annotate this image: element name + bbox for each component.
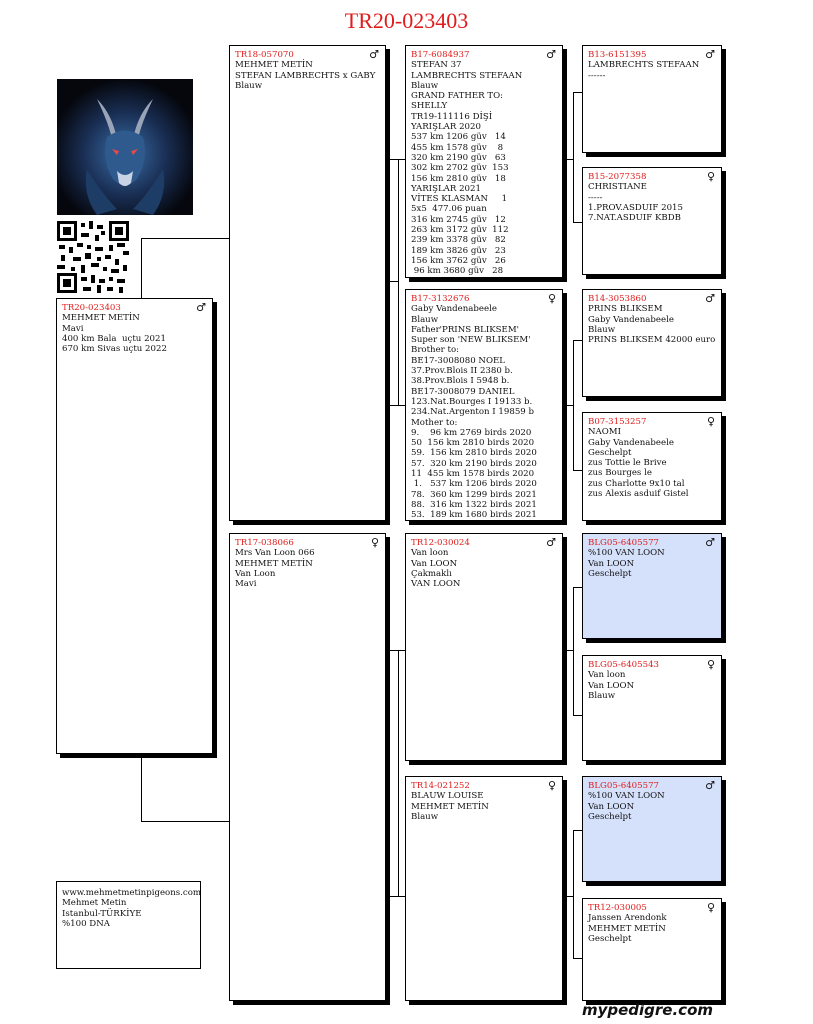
detail-line: LAMBRECHTS STEFAAN	[588, 60, 700, 71]
detail-line: 239 km 3378 güv 82	[411, 235, 506, 246]
page-title: TR20-023403	[344, 8, 469, 33]
detail-line: zus Bourges le	[588, 468, 652, 479]
detail-line: 400 km Bala uçtu 2021	[62, 333, 166, 344]
detail-line: MEHMET METİN	[411, 801, 489, 812]
detail-line: zus Tottie le Brive	[588, 458, 667, 469]
ddd-card[interactable]	[582, 898, 722, 1001]
female-icon: ♀	[706, 415, 715, 428]
connector-line	[398, 281, 399, 405]
card-details	[411, 304, 557, 520]
detail-line: BLAUW LOUISE	[411, 791, 484, 802]
connector-line	[573, 587, 574, 715]
detail-line: Mavi	[62, 323, 84, 334]
detail-line: 156 km 3762 güv 26	[411, 255, 506, 266]
connector-line	[141, 754, 142, 821]
detail-line: 320 km 2190 güv 63	[411, 152, 506, 163]
detail-line: TR19-111116 DİŞİ	[411, 111, 493, 122]
ring-number: BLG05-6405577	[588, 781, 659, 791]
detail-line: Van Loon	[235, 568, 276, 579]
ring-number: B14-3053860	[588, 294, 647, 304]
connector-line	[141, 238, 230, 239]
male-icon: ♂	[705, 292, 715, 305]
detail-line: Gaby Vandenabeele	[411, 304, 497, 315]
detail-line: NAOMI	[588, 427, 621, 438]
card-details	[411, 548, 557, 589]
connector-line	[398, 159, 399, 281]
detail-line: 123.Nat.Bourges I 19133 b.	[411, 396, 533, 407]
dragon-art-icon	[57, 79, 193, 215]
detail-line: 302 km 2702 güv 153	[411, 163, 509, 174]
connector-line	[565, 405, 574, 406]
detail-line: Van LOON	[588, 680, 635, 691]
detail-line: Çakmaklı	[411, 568, 452, 579]
sss-card[interactable]	[582, 45, 722, 153]
detail-line: 38.Prov.Blois I 5948 b.	[411, 376, 510, 387]
female-icon: ♀	[706, 901, 715, 914]
detail-line: 1.PROV.ASDUIF 2015	[588, 202, 683, 213]
detail-line: Mrs Van Loon 066	[235, 548, 315, 559]
female-icon: ♀	[370, 536, 379, 549]
connector-line	[388, 405, 405, 406]
ring-number: BLG05-6405543	[588, 660, 659, 670]
ring-number: B15-2077358	[588, 172, 647, 182]
dsd-card[interactable]	[582, 655, 722, 761]
card-details	[411, 60, 557, 276]
card-details	[411, 791, 557, 822]
detail-line: 5x5 477.06 puan	[411, 204, 487, 215]
detail-line: PRINS BLIKSEM	[588, 304, 663, 315]
detail-line: Gaby Vandenabeele	[588, 314, 674, 325]
card-details	[588, 791, 716, 822]
detail-line: STEFAN LAMBRECHTS x GABY	[235, 70, 376, 81]
female-icon: ♀	[706, 658, 715, 671]
card-details	[235, 548, 380, 589]
ssd-card[interactable]	[582, 167, 722, 275]
detail-line: Brother to:	[411, 345, 460, 356]
detail-line: BE17-3008079 DANIEL	[411, 386, 515, 397]
detail-line: Mehmet Metin	[62, 898, 127, 909]
dss-card[interactable]	[582, 533, 722, 639]
detail-line: Van LOON	[588, 801, 635, 812]
detail-line: VAN LOON	[411, 579, 461, 590]
ring-number: TR14-021252	[411, 781, 470, 791]
detail-line: LAMBRECHTS STEFAAN	[411, 70, 523, 81]
detail-line: BE17-3008080 NOEL	[411, 355, 505, 366]
sdd-card[interactable]	[582, 412, 722, 521]
male-icon: ♂	[196, 301, 206, 314]
detail-line: Gaby Vandenabeele	[588, 437, 674, 448]
detail-line: 263 km 3172 güv 112	[411, 225, 509, 236]
sire-dam-card[interactable]	[405, 289, 563, 521]
ring-number: B17-6084937	[411, 50, 470, 60]
card-details	[62, 313, 207, 354]
detail-line: 156 km 2810 güv 18	[411, 173, 506, 184]
detail-line: %100 VAN LOON	[588, 548, 665, 559]
subject-card[interactable]	[56, 298, 213, 754]
connector-line	[565, 650, 574, 651]
ring-number: B13-6151395	[588, 50, 647, 60]
detail-line: 189 km 3826 güv 23	[411, 245, 506, 256]
card-details	[588, 548, 716, 579]
detail-line: MEHMET METİN	[62, 313, 140, 324]
detail-line: -----	[588, 192, 603, 203]
sds-card[interactable]	[582, 289, 722, 397]
detail-line: Geschelpt	[588, 568, 632, 579]
detail-line: 53. 189 km 1680 birds 2021	[411, 510, 537, 521]
card-details	[588, 913, 716, 944]
detail-line: zus Charlotte 9x10 tal	[588, 478, 685, 489]
female-icon: ♀	[547, 779, 556, 792]
detail-line: Janssen Arendonk	[588, 913, 667, 924]
female-icon: ♀	[547, 292, 556, 305]
detail-line: YARIŞLAR 2020	[411, 122, 481, 133]
detail-line: PRINS BLIKSEM 42000 euro	[588, 335, 716, 346]
male-icon: ♂	[546, 536, 556, 549]
detail-line: Super son 'NEW BLIKSEM'	[411, 335, 531, 346]
detail-line: 59. 156 km 2810 birds 2020	[411, 448, 537, 459]
detail-line: ------	[588, 70, 606, 81]
detail-line: MEHMET METİN	[235, 60, 313, 71]
detail-line: 1. 537 km 1206 birds 2020	[411, 479, 537, 490]
detail-line: 88. 316 km 1322 birds 2021	[411, 499, 537, 510]
sire-sire-card[interactable]	[405, 45, 563, 278]
detail-line: 57. 320 km 2190 birds 2020	[411, 458, 537, 469]
detail-line: %100 DNA	[62, 918, 110, 929]
detail-line: 455 km 1578 güv 8	[411, 142, 504, 153]
detail-line: SHELLY	[411, 101, 448, 112]
detail-line: Blauw	[411, 811, 439, 822]
detail-line: 537 km 1206 güv 14	[411, 132, 506, 143]
detail-line: Van loon	[411, 548, 449, 559]
detail-line: Blauw	[235, 80, 263, 91]
detail-line: Blauw	[411, 80, 439, 91]
card-details	[235, 60, 380, 91]
detail-line: Istanbul-TÜRKİYE	[62, 908, 142, 919]
dam-dam-card[interactable]	[405, 776, 563, 1001]
ring-number: TR12-030024	[411, 538, 470, 548]
ring-number: BLG05-6405577	[588, 538, 659, 548]
brand-logo[interactable]: mypedigre.com	[581, 1001, 713, 1019]
connector-line	[573, 92, 574, 222]
detail-line: 7.NAT.ASDUIF KBDB	[588, 213, 681, 224]
connector-line	[388, 159, 405, 160]
detail-line: Geschelpt	[588, 447, 632, 458]
detail-line: Blauw	[411, 314, 439, 325]
detail-line: 37.Prov.Blois II 2380 b.	[411, 366, 513, 377]
detail-line: Van LOON	[588, 558, 635, 569]
connector-line	[141, 821, 230, 822]
card-details	[588, 182, 716, 223]
detail-line: 78. 360 km 1299 birds 2021	[411, 489, 537, 500]
male-icon: ♂	[705, 536, 715, 549]
detail-line: 316 km 2745 güv 12	[411, 214, 506, 225]
detail-line: 11 455 km 1578 birds 2020	[411, 469, 535, 480]
detail-line: 234.Nat.Argenton I 19859 b	[411, 407, 534, 418]
detail-line: zus Alexis asduif Gistel	[588, 489, 689, 500]
detail-line: 670 km Sivas uçtu 2022	[62, 344, 167, 355]
female-icon: ♀	[706, 170, 715, 183]
detail-line: Van LOON	[411, 558, 458, 569]
detail-line: Father'PRINS BLIKSEM'	[411, 324, 519, 335]
ring-number: B07-3153257	[588, 417, 647, 427]
ring-number: B17-3132676	[411, 294, 470, 304]
qr-code	[57, 221, 129, 293]
connector-line	[565, 159, 574, 160]
connector-line	[388, 896, 405, 897]
card-details	[588, 670, 716, 701]
connector-line	[141, 238, 142, 298]
connector-line	[398, 650, 399, 896]
ring-number: TR17-038066	[235, 538, 294, 548]
detail-line: VİTES KLASMAN 1	[411, 194, 508, 205]
card-details	[588, 60, 716, 81]
male-icon: ♂	[705, 48, 715, 61]
detail-line: Mother to:	[411, 417, 458, 428]
detail-line: Blauw	[588, 690, 616, 701]
detail-line: CHRISTIANE	[588, 182, 647, 193]
detail-line: Van loon	[588, 670, 626, 681]
detail-line: Geschelpt	[588, 811, 632, 822]
connector-line	[573, 830, 574, 958]
detail-line: Blauw	[588, 324, 616, 335]
detail-line: 50 156 km 2810 birds 2020	[411, 438, 535, 449]
pigeon-photo	[57, 79, 193, 215]
connector-line	[565, 896, 574, 897]
male-icon: ♂	[546, 48, 556, 61]
dam-card[interactable]	[229, 533, 386, 1001]
detail-line: 9. 96 km 2769 birds 2020	[411, 427, 532, 438]
ring-number: TR20-023403	[62, 303, 121, 313]
detail-line: MEHMET METİN	[235, 558, 313, 569]
detail-line: www.mehmetmetinpigeons.com	[62, 888, 202, 898]
detail-line: Geschelpt	[588, 933, 632, 944]
detail-line: Mavi	[235, 579, 257, 590]
dds-card[interactable]	[582, 776, 722, 882]
male-icon: ♂	[705, 779, 715, 792]
detail-line: STEFAN 37	[411, 60, 462, 71]
card-details	[588, 427, 716, 499]
detail-line: %100 VAN LOON	[588, 791, 665, 802]
detail-line: MEHMET METİN	[588, 923, 666, 934]
dam-sire-card[interactable]	[405, 533, 563, 761]
sire-card[interactable]	[229, 45, 386, 521]
detail-line: YARIŞLAR 2021	[411, 183, 481, 194]
male-icon: ♂	[369, 48, 379, 61]
card-details	[588, 304, 716, 345]
ring-number: TR18-057070	[235, 50, 294, 60]
connector-line	[388, 650, 405, 651]
owner-info	[56, 881, 201, 969]
detail-line: 96 km 3680 güv 28	[411, 266, 504, 277]
ring-number: TR12-030005	[588, 903, 647, 913]
detail-line: GRAND FATHER TO:	[411, 91, 504, 102]
